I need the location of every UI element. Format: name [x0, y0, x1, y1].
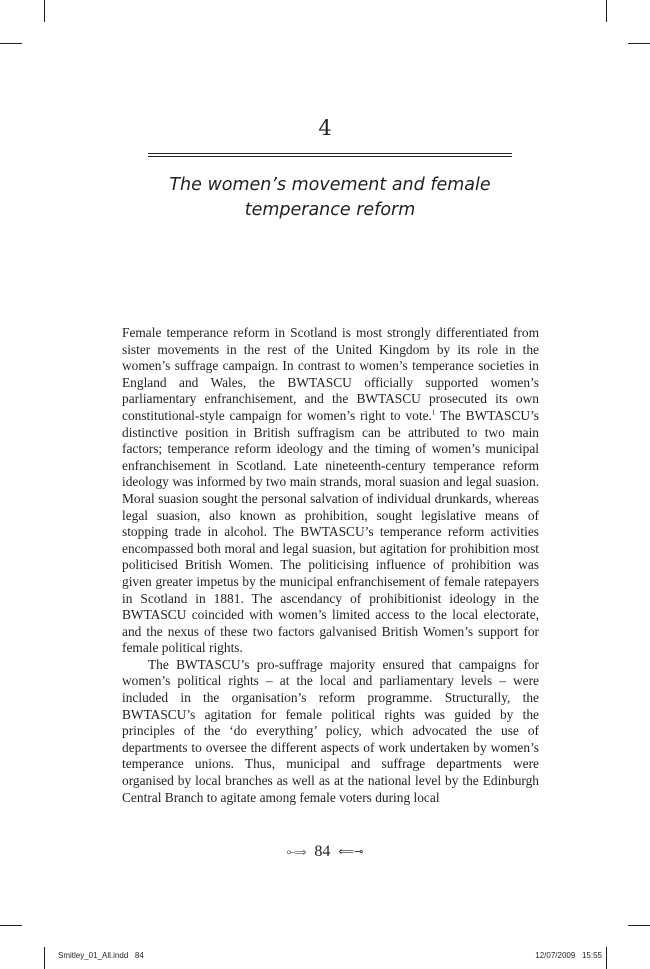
slug-datetime: 12/07/2009 15:55 — [535, 951, 602, 960]
chapter-rule-line-top — [148, 153, 512, 154]
page-folio — [0, 842, 650, 862]
footnote-reference-1[interactable]: 1 — [431, 408, 436, 417]
crop-mark-top-left — [44, 0, 45, 22]
paragraph-1-part-1: Female temperance reform in Scotland is most strongly differentiated from sister movements in the rest of the United Kingdom by its role in the women’s suffrage campaign. In contrast to women’s temperance societies in England and Wales, the BWTASCU officially supported women’s parliamentary enfranchisement, and the BWTASCU prosecuted its own constitutional-style campaign for women’s right to vote. — [122, 325, 539, 423]
body-text — [122, 325, 539, 806]
chapter-title-line-1: The women’s movement and female — [169, 175, 491, 195]
crop-mark-bottom-right — [606, 947, 607, 969]
paragraph-1-part-2: The BWTASCU’s distinctive position in British suffragism can be attributed to two main factors; temperance reform ideology and the timing of women’s municipal enfranchisement in Scotland. Late nineteenth-century temperance reform ideology was informed by two main strands, moral suasion and legal suasion. Moral suasion sought the personal salvation of individual drunkards, whereas legal suasion, also known as prohibition, sought legislative means of stopping trade in alcohol. The BWTASCU’s temperance reform activities encompassed both moral and legal suasion, but agitation for prohibition most politicised British Women. The politicising influence of prohibition was given greater impetus by the municipal enfranchisement of female ratepayers in Scotland in 1881. The ascendancy of prohibitionist ideology in the BWTASCU coincided with women’s limited access to the local electorate, and the nexus of these two factors galvanised British Women’s support for female political rights. — [122, 407, 539, 656]
paragraph-1 — [122, 325, 539, 657]
crop-mark-bottom-left — [44, 947, 45, 969]
chapter-number: 4 — [318, 116, 332, 140]
chapter-title-line-2: temperance reform — [244, 200, 416, 220]
crop-mark-right-bottom — [628, 925, 650, 926]
crop-mark-right-top — [628, 43, 650, 44]
crop-mark-left-top — [0, 43, 22, 44]
page-number: 84 — [314, 843, 331, 860]
chapter-rule — [148, 153, 512, 158]
folio-ornament-right-icon: ⟸⊸ — [338, 846, 364, 859]
folio-ornament-left-icon: ⟜⟹ — [286, 846, 307, 859]
crop-mark-left-bottom — [0, 925, 22, 926]
chapter-rule-line-bottom — [148, 156, 512, 157]
chapter-title — [150, 173, 510, 223]
crop-mark-top-right — [606, 0, 607, 22]
slug-file-name: Smitley_01_All.indd 84 — [58, 951, 144, 960]
paragraph-2: The BWTASCU’s pro-suffrage majority ensured that campaigns for women’s political rights – at the local and parliamentary levels – were included in the organisation’s reform programme. Structurally, the BWTASCU’s agitation for female political rights was guided by the principles of the ‘do everything’ policy, which advocated the use of departments to oversee the different aspects of work undertaken by women’s temperance unions. Thus, municipal and suffrage departments were organised by local branches as well as at the national level by the Edinburgh Central Branch to agitate among female voters during local — [122, 656, 539, 805]
